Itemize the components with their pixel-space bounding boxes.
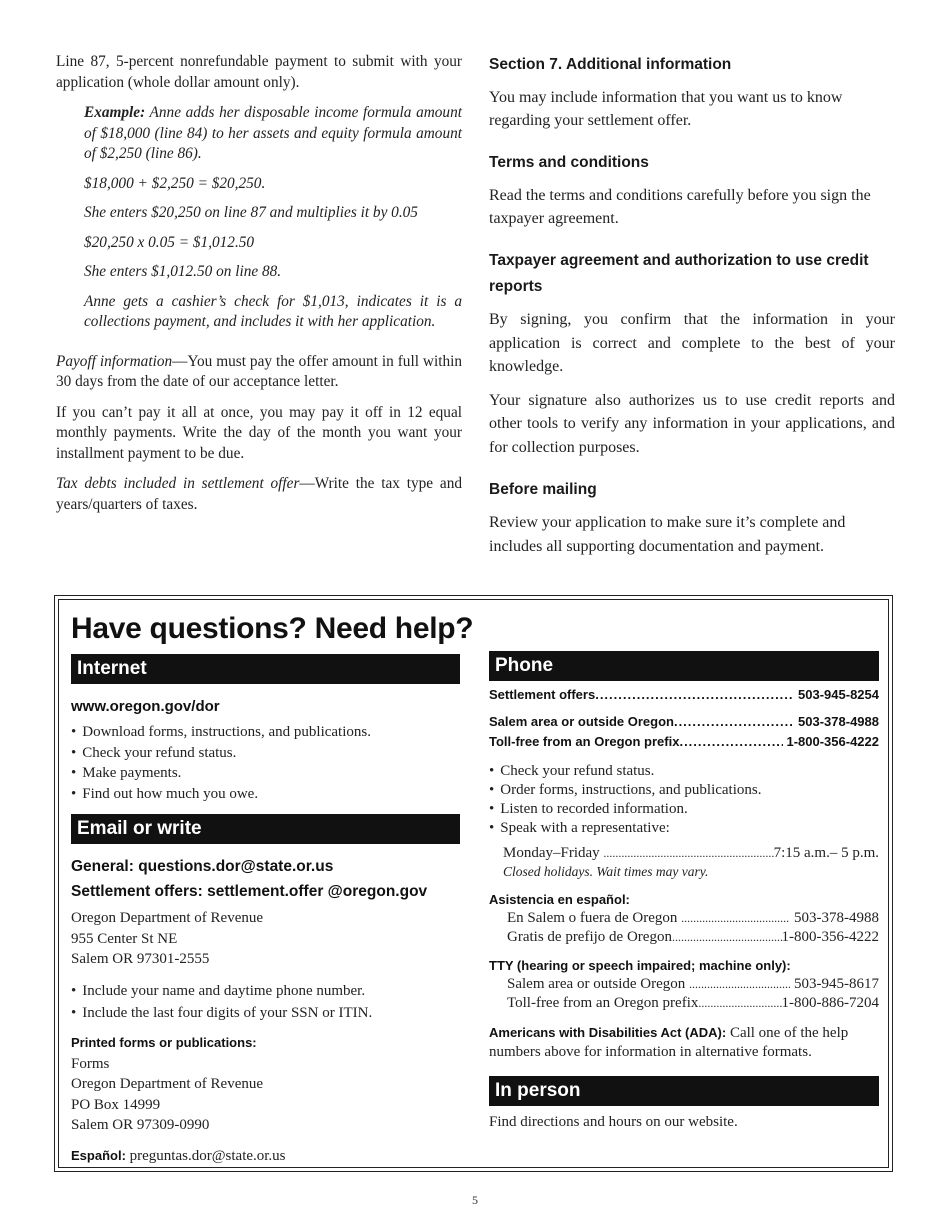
ada-label: Americans with Disabilities Act (ADA): xyxy=(489,1025,727,1040)
example-p5: She enters $1,012.50 on line 88. xyxy=(84,263,282,280)
email-heading: Email or write xyxy=(71,814,460,844)
tty-row xyxy=(507,994,879,1013)
list-item: • Check your refund status. xyxy=(489,762,879,781)
leader-dots xyxy=(674,712,794,732)
payoff-label: Payoff information xyxy=(56,352,173,370)
espanol-line xyxy=(71,1146,460,1167)
list-item: • Speak with a representative: xyxy=(489,819,879,838)
agreement-p2: Your signature also authorizes us to use credit reports and other tools to verify any information in your applications, and for collection purposes. xyxy=(489,391,895,456)
right-column xyxy=(489,52,895,568)
phone-heading: Phone xyxy=(489,651,879,681)
address-line: Oregon Department of Revenue xyxy=(71,1076,264,1092)
phone-number[interactable]: 503-378-4988 xyxy=(798,714,879,729)
help-title: Have questions? Need help? xyxy=(71,612,474,645)
phone-label: Toll-free from an Oregon prefix xyxy=(507,995,699,1011)
phone-number[interactable]: 503-378-4988 xyxy=(794,910,879,926)
hours-label: Monday–Friday xyxy=(503,845,600,861)
help-left-column xyxy=(71,654,460,1166)
mailing-text: Review your application to make sure it’s complete and includes all supporting documentation and payment. xyxy=(489,514,846,555)
address-line: PO Box 14999 xyxy=(71,1096,161,1113)
forms-address xyxy=(71,1054,460,1136)
example-p1: Anne adds her disposable income formula amount of $18,000 (line 84) to her assets and equity formula amount of $2,250 (line 86). xyxy=(84,104,462,162)
tax-debts-text: —Write the tax type and years/quarters of taxes. xyxy=(56,475,462,513)
help-right-column xyxy=(489,651,879,1133)
ada-text: Call one of the help numbers above for information in alternative formats. xyxy=(489,1025,849,1060)
phone-label: Gratis de prefijo de Oregon xyxy=(507,929,672,945)
installments-paragraph: If you can’t pay it all at once, you may pay it off in 12 equal monthly payments. Write the day of the month you want your installment payment to be due. xyxy=(56,403,462,462)
address-line: Salem OR 97301-2555 xyxy=(71,951,210,967)
agreement-heading: Taxpayer agreement and authorization to use credit reports xyxy=(489,252,869,295)
example-p4: $20,250 x 0.05 = $1,012.50 xyxy=(84,233,255,251)
list-item: • Check your refund status. xyxy=(71,743,460,764)
example-lead: Example: xyxy=(84,104,146,121)
in-person-text: Find directions and hours on our website. xyxy=(489,1114,738,1130)
address-line: Salem OR 97309-0990 xyxy=(71,1117,210,1133)
general-email-link[interactable]: General: questions.dor@state.or.us xyxy=(71,858,334,875)
list-item: • Listen to recorded information. xyxy=(489,800,879,819)
terms-text: Read the terms and conditions carefully before you sign the taxpayer agreement. xyxy=(489,187,871,227)
tty-row xyxy=(507,975,879,994)
phone-label: En Salem o fuera de Oregon xyxy=(507,910,678,926)
line87-text: Line 87, 5-percent nonrefundable payment to submit with your application (whole dollar amount only). xyxy=(56,53,462,91)
mailing-address xyxy=(71,908,460,970)
mailing-heading: Before mailing xyxy=(489,481,597,498)
leader-dots xyxy=(672,928,782,947)
email-list xyxy=(71,980,460,1024)
list-item: • Include your name and daytime phone number. xyxy=(71,980,460,1002)
list-item: • Order forms, instructions, and publications. xyxy=(489,781,879,800)
phone-label: Salem area or outside Oregon xyxy=(489,714,674,729)
example-p2: $18,000 + $2,250 = $20,250. xyxy=(84,174,266,192)
example-p3: She enters $20,250 on line 87 and multiplies it by 0.05 xyxy=(84,204,418,221)
section7-heading: Section 7. Additional information xyxy=(489,56,732,73)
ada-paragraph xyxy=(489,1023,879,1062)
tax-debts-label: Tax debts included in settlement offer xyxy=(56,475,300,492)
hours-value: 7:15 a.m.– 5 p.m. xyxy=(773,845,879,861)
hours-note: Closed holidays. Wait times may vary. xyxy=(503,864,709,879)
phone-label: Toll-free from an Oregon prefix xyxy=(489,734,680,749)
list-item: • Make payments. xyxy=(71,763,460,784)
phone-number[interactable]: 1-800-886-7204 xyxy=(781,995,879,1011)
settlement-email-link[interactable]: Settlement offers: settlement.offer @oregon.gov xyxy=(71,883,428,900)
help-box xyxy=(54,595,893,1172)
phone-label: Salem area or outside Oregon xyxy=(507,976,686,992)
list-item: • Download forms, instructions, and publications. xyxy=(71,722,460,743)
internet-heading: Internet xyxy=(71,654,460,684)
phone-label: Settlement offers xyxy=(489,687,596,702)
email-lines xyxy=(71,854,460,904)
spanish-row xyxy=(507,928,879,947)
list-item: • Include the last four digits of your SSN or ITIN. xyxy=(71,1002,460,1024)
agreement-p1: By signing, you confirm that the information in your application is correct and complete to the best of your knowledge. xyxy=(489,311,895,375)
address-line: Forms xyxy=(71,1055,110,1072)
left-column xyxy=(56,52,462,525)
printed-forms-label: Printed forms or publications: xyxy=(71,1034,257,1050)
section7-text: You may include information that you want us to know regarding your settlement offer. xyxy=(489,89,843,129)
example-p6: Anne gets a cashier’s check for $1,013, indicates it is a collections payment, and includes it with her application. xyxy=(84,292,462,330)
leader-dots xyxy=(681,909,790,928)
leader-dots xyxy=(689,975,790,994)
phone-number[interactable]: 503-945-8617 xyxy=(794,976,879,992)
leader-dots xyxy=(698,994,781,1013)
spanish-heading: Asistencia en español: xyxy=(489,892,630,907)
internet-list xyxy=(71,722,460,804)
phone-row-salem xyxy=(489,712,879,732)
help-box-inner xyxy=(58,599,889,1168)
espanol-email-link[interactable]: preguntas.dor@state.or.us xyxy=(129,1147,286,1164)
phone-number[interactable]: 1-800-356-4222 xyxy=(786,734,879,749)
hours-row xyxy=(503,844,879,863)
tax-debts-paragraph xyxy=(56,474,462,515)
leader-dots xyxy=(679,732,782,752)
payoff-text: —You must pay the offer amount in full within 30 days from the date of our acceptance letter. xyxy=(56,352,462,390)
example-block xyxy=(84,103,462,333)
in-person-heading: In person xyxy=(489,1076,879,1106)
tty-heading: TTY (hearing or speech impaired; machine only): xyxy=(489,958,791,973)
espanol-label: Español: xyxy=(71,1147,126,1163)
phone-list xyxy=(489,685,879,752)
address-line: Oregon Department of Revenue xyxy=(71,910,264,926)
dor-website-link[interactable]: www.oregon.gov/dor xyxy=(71,698,220,715)
terms-heading: Terms and conditions xyxy=(489,154,649,171)
phone-bullets xyxy=(489,762,879,838)
address-line: 955 Center St NE xyxy=(71,930,178,947)
phone-number[interactable]: 1-800-356-4222 xyxy=(781,929,879,945)
leader-dots xyxy=(603,844,773,863)
leader-dots xyxy=(595,685,794,705)
phone-row-tollfree xyxy=(489,732,879,752)
page-number: 5 xyxy=(472,1193,478,1207)
list-item: • Find out how much you owe. xyxy=(71,784,460,805)
phone-row-settlement xyxy=(489,685,879,705)
payoff-paragraph xyxy=(56,352,462,393)
phone-number[interactable]: 503-945-8254 xyxy=(798,687,879,702)
spanish-row xyxy=(507,909,879,928)
